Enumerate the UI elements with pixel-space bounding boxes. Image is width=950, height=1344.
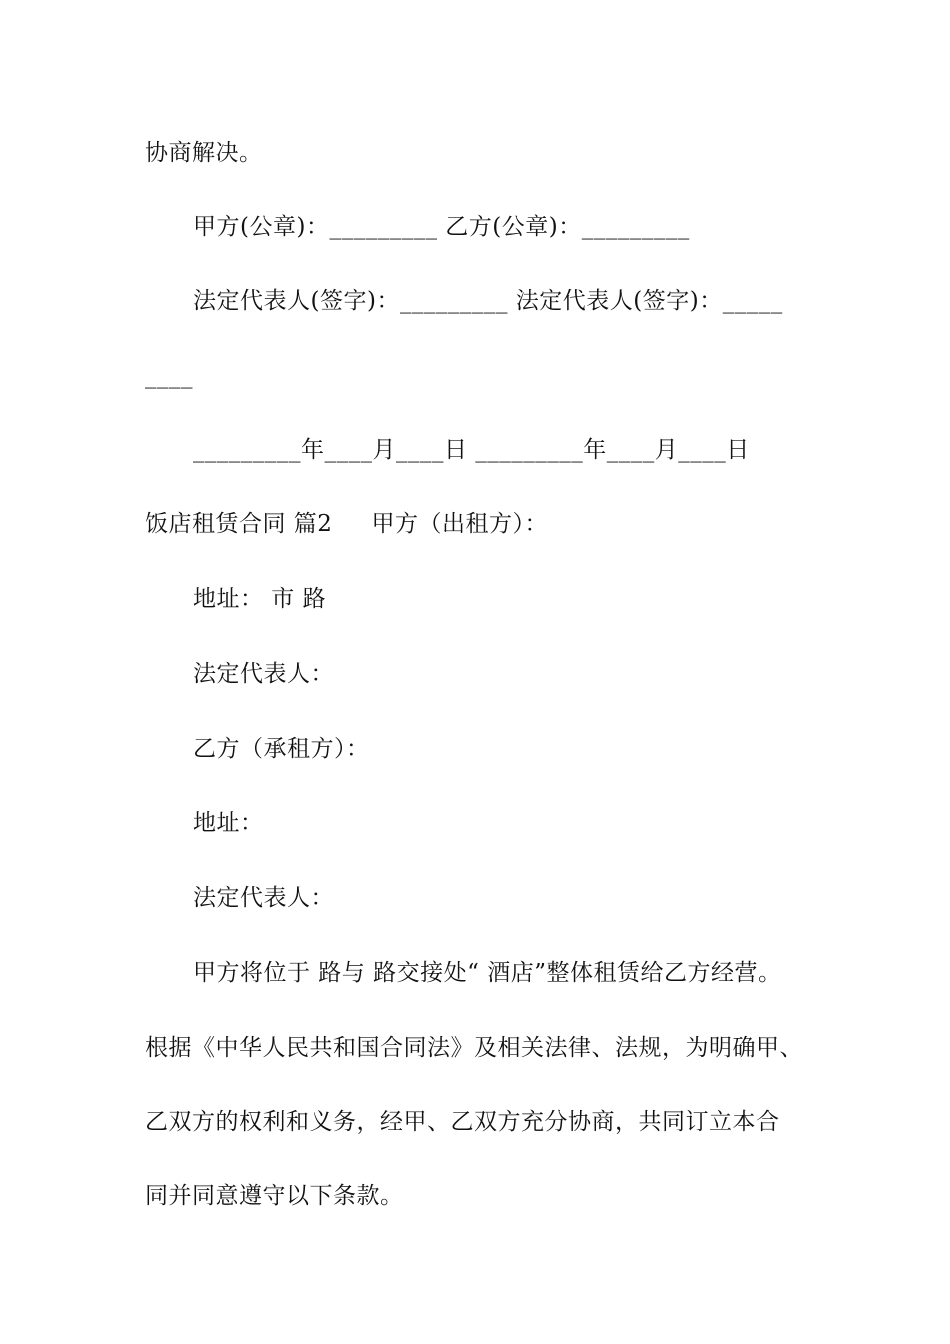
party-a-legal-rep: 法定代表人： <box>193 661 334 687</box>
signature-blank-continuation: ____ <box>145 363 193 389</box>
party-b-legal-rep: 法定代表人： <box>193 885 334 911</box>
contract-title-line: 饭店租赁合同 篇2 甲方（出租方）： <box>145 511 548 537</box>
legal-rep-signature-line: 法定代表人(签字)：_________ 法定代表人(签字)：_____ <box>193 288 783 314</box>
party-seal-line: 甲方(公章)：_________ 乙方(公章)：_________ <box>193 214 690 240</box>
date-line: _________年____月____日 _________年____月____日 <box>193 437 750 463</box>
party-a-address: 地址： 市 路 <box>193 586 327 612</box>
body-paragraph-line-3: 乙双方的权利和义务，经甲、乙双方充分协商，共同订立本合 <box>145 1109 780 1135</box>
body-paragraph-line-4: 同并同意遵守以下条款。 <box>145 1183 404 1209</box>
party-b-address: 地址： <box>193 810 264 836</box>
party-b-heading: 乙方（承租方）： <box>193 736 370 762</box>
paragraph-line-1: 协商解决。 <box>145 140 263 166</box>
body-paragraph-line-2: 根据《中华人民共和国合同法》及相关法律、法规，为明确甲、 <box>145 1035 803 1061</box>
body-paragraph-line-1: 甲方将位于 路与 路交接处“ 酒店”整体租赁给乙方经营。 <box>193 960 782 986</box>
